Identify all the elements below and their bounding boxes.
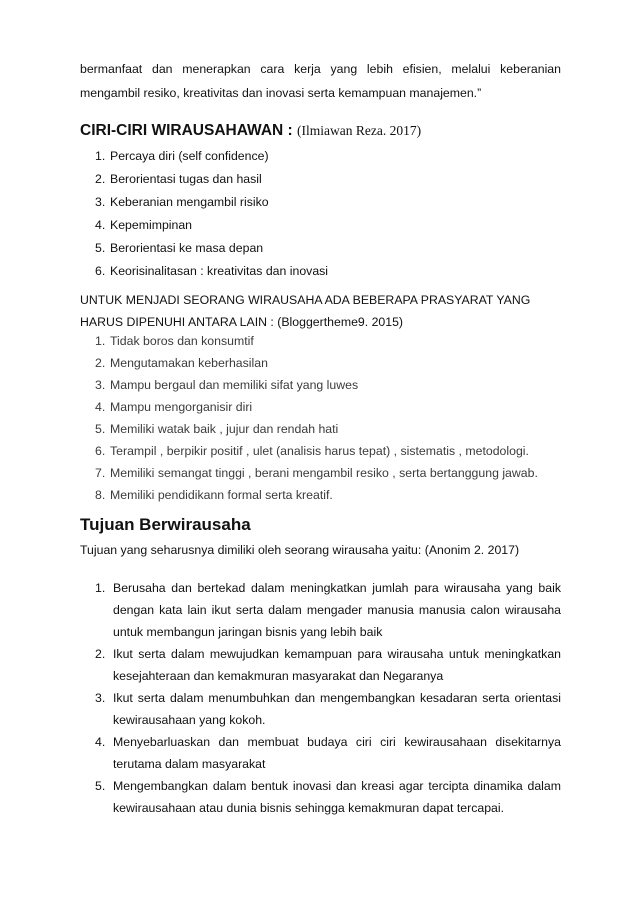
ciri-heading-citation: (Ilmiawan Reza. 2017) xyxy=(297,123,422,138)
list-item: 6. Terampil , berpikir positif , ulet (analisis harus tepat) , sistematis , metodologi. xyxy=(95,444,529,458)
list-item: 4. Menyebarluaskan dan membuat budaya ciri ciri kewirausahaan disekitarnya terutama dalam masyarakat xyxy=(95,735,561,771)
list-item: 2. Berorientasi tugas dan hasil xyxy=(95,172,262,186)
ciri-heading xyxy=(80,122,421,140)
list-item: 5. Mengembangkan dalam bentuk inovasi dan kreasi agar tercipta dinamika dalam kewirausahaan atau dunia bisnis sehingga kemakmuran dapat tercapai. xyxy=(95,779,561,815)
list-item: 2. Ikut serta dalam mewujudkan kemampuan para wirausaha untuk meningkatkan kesejahteraan dan kemakmuran masyarakat dan Negaranya xyxy=(95,647,561,683)
list-item: 4. Mampu mengorganisir diri xyxy=(95,400,253,414)
intro-paragraph: bermanfaat dan menerapkan cara kerja yang lebih efisien, melalui keberanian mengambil resiko, kreativitas dan inovasi serta kemampuan manajemen.” xyxy=(80,62,561,100)
list-item: 8. Memiliki pendidikann formal serta kreatif. xyxy=(95,488,333,502)
list-item: 3. Keberanian mengambil risiko xyxy=(95,195,269,209)
list-item: 7. Memiliki semangat tinggi , berani mengambil resiko , serta bertanggung jawab. xyxy=(95,466,538,480)
list-item: 1. Percaya diri (self confidence) xyxy=(95,149,269,163)
syarat-heading: UNTUK MENJADI SEORANG WIRAUSAHA ADA BEBERAPA PRASYARAT YANG HARUS DIPENUHI ANTARA LAIN : (Bloggertheme9. 2015) xyxy=(80,293,531,329)
tujuan-heading: Tujuan Berwirausaha xyxy=(80,515,251,534)
list-item: 3. Ikut serta dalam menumbuhkan dan mengembangkan kesadaran serta orientasi kewirausahaan yang kokoh. xyxy=(95,691,561,727)
list-item: 3. Mampu bergaul dan memiliki sifat yang luwes xyxy=(95,378,359,392)
tujuan-intro: Tujuan yang seharusnya dimiliki oleh seorang wirausaha yaitu: (Anonim 2. 2017) xyxy=(80,543,520,557)
list-item: 2. Mengutamakan keberhasilan xyxy=(95,356,268,370)
list-item: 4. Kepemimpinan xyxy=(95,218,193,232)
list-item: 5. Berorientasi ke masa depan xyxy=(95,241,264,255)
list-item: 1. Tidak boros dan konsumtif xyxy=(95,334,254,348)
list-item: 6. Keorisinalitasan : kreativitas dan inovasi xyxy=(95,264,329,278)
ciri-heading-title: CIRI-CIRI WIRAUSAHAWAN : xyxy=(80,122,293,139)
list-item: 1. Berusaha dan bertekad dalam meningkatkan jumlah para wirausaha yang baik dengan kata lain ikut serta dalam mengader manusia manusia calon wirausaha untuk membangun jaringan bisnis yang lebih baik xyxy=(95,581,561,639)
list-item: 5. Memiliki watak baik , jujur dan rendah hati xyxy=(95,422,339,436)
